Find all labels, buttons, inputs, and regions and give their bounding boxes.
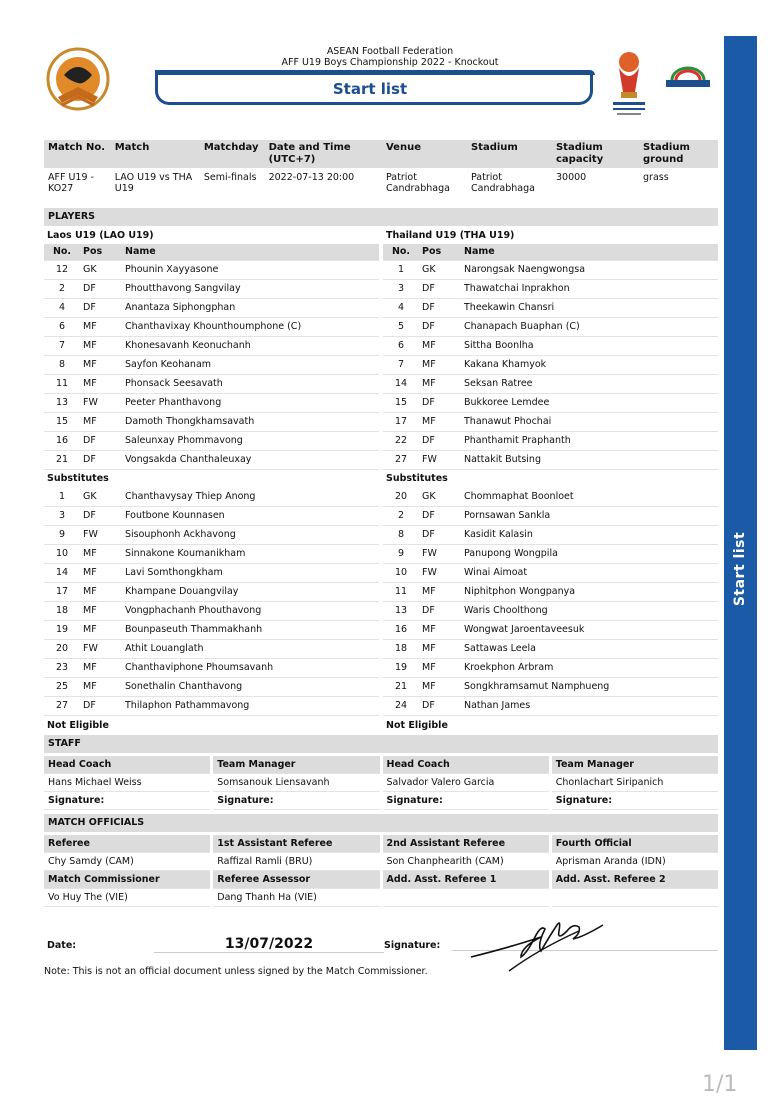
player-name: Phounin Xayyasone <box>122 261 379 280</box>
player-position: DF <box>80 697 122 716</box>
player-position: MF <box>419 337 461 356</box>
player-name: Sattawas Leela <box>461 640 718 659</box>
player-number: 5 <box>383 318 419 337</box>
player-row <box>383 640 718 659</box>
player-name: Chanthavysay Thiep Anong <box>122 488 379 507</box>
player-number: 7 <box>44 337 80 356</box>
staff-name: Hans Michael Weiss <box>44 774 210 792</box>
footer-note: Note: This is not an official document unless signed by the Match Commissioner. <box>44 966 428 977</box>
player-number: 24 <box>383 697 419 716</box>
player-number: 13 <box>44 394 80 413</box>
player-number: 18 <box>383 640 419 659</box>
handwritten-signature-image <box>469 905 634 975</box>
staff-signature-label: Signature: <box>213 792 379 810</box>
player-number: 27 <box>383 451 419 470</box>
substitutes-header <box>44 470 379 489</box>
player-position: MF <box>419 621 461 640</box>
official-name: Chy Samdy (CAM) <box>44 853 210 871</box>
player-name: Wongwat Jaroentaveesuk <box>461 621 718 640</box>
player-name: Sisouphonh Ackhavong <box>122 526 379 545</box>
player-position: DF <box>419 526 461 545</box>
player-position: MF <box>419 678 461 697</box>
player-row <box>383 602 718 621</box>
player-name: Narongsak Naengwongsa <box>461 261 718 280</box>
player-number: 8 <box>44 356 80 375</box>
player-position: MF <box>80 583 122 602</box>
official-name: Raffizal Ramli (BRU) <box>213 853 379 871</box>
player-row <box>44 451 379 470</box>
player-position: FW <box>80 526 122 545</box>
player-number: 1 <box>44 488 80 507</box>
player-row <box>44 507 379 526</box>
player-number: 17 <box>44 583 80 602</box>
player-position: MF <box>80 659 122 678</box>
player-row <box>383 337 718 356</box>
official-role-header: Add. Asst. Referee 1 <box>383 871 549 889</box>
player-name: Pornsawan Sankla <box>461 507 718 526</box>
player-row <box>44 602 379 621</box>
player-name: Sittha Boonlha <box>461 337 718 356</box>
player-number: 2 <box>44 280 80 299</box>
page-title: Start list <box>332 80 408 98</box>
player-number: 9 <box>383 545 419 564</box>
official-name: Dang Thanh Ha (VIE) <box>213 889 379 907</box>
match-value-cell: grass <box>643 172 669 183</box>
signature-label: Signature: <box>384 940 441 951</box>
match-header-cell: Matchday <box>200 140 265 168</box>
team-name: Laos U19 (LAO U19) <box>47 230 154 241</box>
player-name: Sayfon Keohanam <box>122 356 379 375</box>
player-name: Peeter Phanthavong <box>122 394 379 413</box>
championship-cup-logo <box>605 48 653 122</box>
player-number: 23 <box>44 659 80 678</box>
player-name: Vongsakda Chanthaleuxay <box>122 451 379 470</box>
player-position: GK <box>80 261 122 280</box>
col-header-pos: Pos <box>80 244 122 261</box>
player-row <box>44 545 379 564</box>
player-position: DF <box>419 280 461 299</box>
player-row <box>383 432 718 451</box>
player-position: GK <box>419 488 461 507</box>
substitutes-label: Substitutes <box>386 473 448 484</box>
player-number: 14 <box>383 375 419 394</box>
player-number: 19 <box>383 659 419 678</box>
match-value-cell: Semi-finals <box>203 172 257 183</box>
competition-name: AFF U19 Boys Championship 2022 - Knockout <box>281 57 499 68</box>
player-name: Bounpaseuth Thammakhanh <box>122 621 379 640</box>
organization-name: ASEAN Football Federation <box>326 46 454 57</box>
player-position: DF <box>80 299 122 318</box>
player-name: Anantaza Siphongphan <box>122 299 379 318</box>
official-name: Son Chanphearith (CAM) <box>383 853 549 871</box>
player-position: DF <box>419 697 461 716</box>
player-name: Nattakit Butsing <box>461 451 718 470</box>
player-row <box>44 432 379 451</box>
col-header-no: No. <box>383 244 419 261</box>
player-name: Damoth Thongkhamsavath <box>122 413 379 432</box>
not-eligible-label: Not Eligible <box>47 720 109 731</box>
staff-role-header: Team Manager <box>552 756 718 774</box>
officials-section-title: MATCH OFFICIALS <box>44 814 718 832</box>
player-position: MF <box>80 413 122 432</box>
player-name: Thanawut Phochai <box>461 413 718 432</box>
player-position: MF <box>80 375 122 394</box>
player-position: MF <box>419 356 461 375</box>
player-name: Panupong Wongpila <box>461 545 718 564</box>
sidebar-banner <box>724 36 757 1050</box>
staff-name: Chonlachart Siripanich <box>552 774 718 792</box>
player-name: Nathan James <box>461 697 718 716</box>
player-row <box>44 261 379 280</box>
player-position: DF <box>80 507 122 526</box>
player-name: Thilaphon Pathammavong <box>122 697 379 716</box>
col-header-pos: Pos <box>419 244 461 261</box>
player-number: 12 <box>44 261 80 280</box>
match-info-table <box>44 140 718 206</box>
sidebar-label: Start list <box>732 531 748 607</box>
player-number: 7 <box>383 356 419 375</box>
player-row <box>383 375 718 394</box>
player-position: MF <box>80 602 122 621</box>
player-position: MF <box>80 337 122 356</box>
player-position: MF <box>419 640 461 659</box>
player-name: Waris Choolthong <box>461 602 718 621</box>
player-name: Sinnakone Koumanikham <box>122 545 379 564</box>
start-list-content <box>44 140 718 907</box>
players-section-title: PLAYERS <box>44 208 718 226</box>
player-table <box>44 244 379 716</box>
date-value: 13/07/2022 <box>154 936 384 953</box>
player-table-header <box>44 244 379 261</box>
player-row <box>383 451 718 470</box>
player-row <box>383 394 718 413</box>
player-number: 11 <box>44 375 80 394</box>
player-table <box>383 244 718 716</box>
official-role-header: Referee <box>44 835 210 853</box>
player-position: MF <box>419 659 461 678</box>
player-position: MF <box>419 583 461 602</box>
player-number: 3 <box>383 280 419 299</box>
player-number: 6 <box>44 318 80 337</box>
official-role-header: 2nd Assistant Referee <box>383 835 549 853</box>
indosiar-logo <box>664 66 712 96</box>
staff-signature-label: Signature: <box>552 792 718 810</box>
player-number: 10 <box>44 545 80 564</box>
match-value-cell: Patriot Candrabhaga <box>470 172 535 194</box>
player-name: Phoutthavong Sangvilay <box>122 280 379 299</box>
player-row <box>44 526 379 545</box>
staff-signature-label: Signature: <box>383 792 549 810</box>
match-header-cell: Date and Time (UTC+7) <box>265 140 382 168</box>
player-number: 13 <box>383 602 419 621</box>
player-position: FW <box>80 640 122 659</box>
player-row <box>383 261 718 280</box>
substitutes-header <box>383 470 718 489</box>
official-role-header: Match Commissioner <box>44 871 210 889</box>
player-row <box>44 280 379 299</box>
player-table-header <box>383 244 718 261</box>
player-row <box>44 621 379 640</box>
player-number: 16 <box>44 432 80 451</box>
title-banner <box>155 70 595 108</box>
player-number: 22 <box>383 432 419 451</box>
player-name: Kasidit Kalasin <box>461 526 718 545</box>
player-position: DF <box>419 432 461 451</box>
aff-logo <box>44 45 112 125</box>
official-role-header: Referee Assessor <box>213 871 379 889</box>
player-row <box>383 526 718 545</box>
official-role-header: Fourth Official <box>552 835 718 853</box>
team-laos-lineup <box>44 226 379 735</box>
match-value-cell: LAO U19 vs THA U19 <box>114 172 193 194</box>
player-name: Saleunxay Phommavong <box>122 432 379 451</box>
player-number: 14 <box>44 564 80 583</box>
player-name: Bukkoree Lemdee <box>461 394 718 413</box>
player-name: Vongphachanh Phouthavong <box>122 602 379 621</box>
player-number: 2 <box>383 507 419 526</box>
player-number: 18 <box>44 602 80 621</box>
player-row <box>383 583 718 602</box>
player-row <box>383 280 718 299</box>
player-row <box>44 318 379 337</box>
team-name: Thailand U19 (THA U19) <box>386 230 515 241</box>
player-row <box>44 697 379 716</box>
player-position: FW <box>419 451 461 470</box>
player-position: DF <box>419 318 461 337</box>
match-value-cell: AFF U19 - KO27 <box>48 172 94 194</box>
player-number: 10 <box>383 564 419 583</box>
not-eligible-label: Not Eligible <box>386 720 448 731</box>
player-position: MF <box>80 318 122 337</box>
player-row <box>383 564 718 583</box>
col-header-no: No. <box>44 244 80 261</box>
match-header-cell: Match <box>111 140 200 168</box>
player-number: 20 <box>44 640 80 659</box>
player-row <box>383 621 718 640</box>
player-number: 8 <box>383 526 419 545</box>
player-number: 1 <box>383 261 419 280</box>
match-header-cell: Match No. <box>44 140 111 168</box>
player-number: 19 <box>44 621 80 640</box>
player-number: 17 <box>383 413 419 432</box>
player-row <box>383 545 718 564</box>
staff-name: Somsanouk Liensavanh <box>213 774 379 792</box>
player-row <box>44 488 379 507</box>
player-position: MF <box>80 678 122 697</box>
official-name: Vo Huy The (VIE) <box>44 889 210 907</box>
match-header-cell: Venue <box>382 140 467 168</box>
match-header-cell: Stadium capacity <box>552 140 639 168</box>
player-position: MF <box>80 621 122 640</box>
player-position: DF <box>80 432 122 451</box>
player-position: MF <box>419 375 461 394</box>
player-position: GK <box>80 488 122 507</box>
player-number: 15 <box>383 394 419 413</box>
player-position: MF <box>80 545 122 564</box>
match-value-cell: 30000 <box>555 172 587 183</box>
player-position: FW <box>80 394 122 413</box>
player-number: 15 <box>44 413 80 432</box>
player-number: 20 <box>383 488 419 507</box>
player-number: 25 <box>44 678 80 697</box>
player-name: Songkhramsamut Namphueng <box>461 678 718 697</box>
player-row <box>383 318 718 337</box>
player-number: 21 <box>383 678 419 697</box>
player-number: 21 <box>44 451 80 470</box>
player-position: FW <box>419 564 461 583</box>
player-position: DF <box>419 507 461 526</box>
player-name: Niphitphon Wongpanya <box>461 583 718 602</box>
player-row <box>44 659 379 678</box>
player-name: Kroekphon Arbram <box>461 659 718 678</box>
player-name: Athit Louanglath <box>122 640 379 659</box>
match-header-cell: Stadium ground <box>639 140 718 168</box>
player-row <box>383 488 718 507</box>
player-name: Sonethalin Chanthavong <box>122 678 379 697</box>
player-row <box>44 583 379 602</box>
officials-grid <box>44 835 718 907</box>
staff-grid <box>44 756 718 810</box>
player-row <box>44 678 379 697</box>
player-row <box>44 564 379 583</box>
staff-section-title: STAFF <box>44 735 718 753</box>
col-header-name: Name <box>461 244 718 261</box>
player-position: DF <box>419 299 461 318</box>
player-row <box>383 659 718 678</box>
player-number: 11 <box>383 583 419 602</box>
player-name: Winai Aimoat <box>461 564 718 583</box>
player-row <box>44 413 379 432</box>
player-row <box>383 697 718 716</box>
player-row <box>44 375 379 394</box>
page-number: 1/1 <box>702 1072 738 1096</box>
player-name: Foutbone Kounnasen <box>122 507 379 526</box>
player-name: Chommaphat Boonloet <box>461 488 718 507</box>
player-name: Phanthamit Praphanth <box>461 432 718 451</box>
player-number: 4 <box>44 299 80 318</box>
player-row <box>44 356 379 375</box>
player-name: Chanthaviphone Phoumsavanh <box>122 659 379 678</box>
official-name: Aprisman Aranda (IDN) <box>552 853 718 871</box>
player-number: 4 <box>383 299 419 318</box>
staff-signature-label: Signature: <box>44 792 210 810</box>
player-name: Lavi Somthongkham <box>122 564 379 583</box>
player-number: 3 <box>44 507 80 526</box>
player-position: DF <box>419 602 461 621</box>
official-role-header: 1st Assistant Referee <box>213 835 379 853</box>
player-name: Kakana Khamyok <box>461 356 718 375</box>
player-position: DF <box>80 451 122 470</box>
official-role-header: Add. Asst. Referee 2 <box>552 871 718 889</box>
match-value-cell: 2022-07-13 20:00 <box>268 172 355 183</box>
staff-role-header: Team Manager <box>213 756 379 774</box>
match-header-cell: Stadium <box>467 140 552 168</box>
date-label: Date: <box>47 940 77 951</box>
player-name: Phonsack Seesavath <box>122 375 379 394</box>
footer <box>44 930 718 990</box>
staff-role-header: Head Coach <box>383 756 549 774</box>
player-row <box>44 394 379 413</box>
player-row <box>383 299 718 318</box>
player-position: DF <box>80 280 122 299</box>
player-name: Chanapach Buaphan (C) <box>461 318 718 337</box>
player-row <box>383 413 718 432</box>
player-name: Thawatchai Inprakhon <box>461 280 718 299</box>
player-row <box>383 507 718 526</box>
player-number: 16 <box>383 621 419 640</box>
player-row <box>44 299 379 318</box>
match-value-cell: Patriot Candrabhaga <box>385 172 450 194</box>
player-row <box>44 337 379 356</box>
col-header-name: Name <box>122 244 379 261</box>
player-position: DF <box>419 394 461 413</box>
player-position: MF <box>80 356 122 375</box>
player-name: Seksan Ratree <box>461 375 718 394</box>
player-name: Khampane Douangvilay <box>122 583 379 602</box>
player-position: FW <box>419 545 461 564</box>
player-number: 9 <box>44 526 80 545</box>
player-name: Chanthavixay Khounthoumphone (C) <box>122 318 379 337</box>
player-name: Khonesavanh Keonuchanh <box>122 337 379 356</box>
player-row <box>383 356 718 375</box>
player-position: MF <box>80 564 122 583</box>
player-position: MF <box>419 413 461 432</box>
staff-name: Salvador Valero Garcia <box>383 774 549 792</box>
player-position: GK <box>419 261 461 280</box>
substitutes-label: Substitutes <box>47 473 109 484</box>
team-thailand-lineup <box>383 226 718 735</box>
staff-role-header: Head Coach <box>44 756 210 774</box>
player-number: 6 <box>383 337 419 356</box>
player-row <box>44 640 379 659</box>
player-number: 27 <box>44 697 80 716</box>
player-row <box>383 678 718 697</box>
player-name: Theekawin Chansri <box>461 299 718 318</box>
